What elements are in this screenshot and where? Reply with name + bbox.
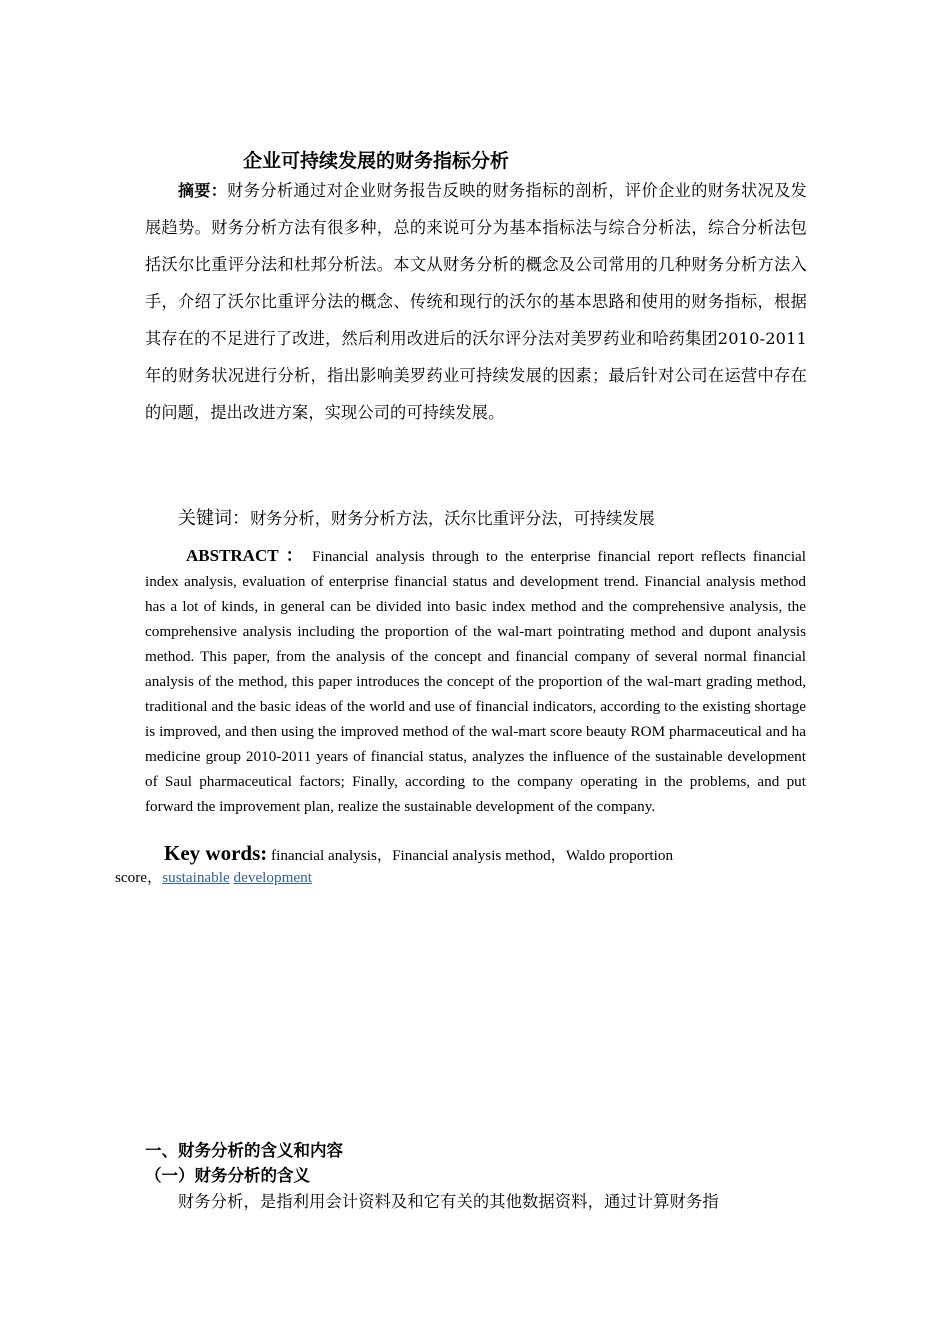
keywords-zh bbox=[178, 505, 818, 533]
keywords-en-label: Key words: bbox=[164, 841, 268, 865]
keyword-link-development[interactable]: development bbox=[233, 869, 312, 886]
section-heading: 一、财务分析的含义和内容 bbox=[145, 1141, 343, 1160]
document-title: 企业可持续发展的财务指标分析 bbox=[243, 150, 510, 172]
keywords-en-continued bbox=[115, 866, 312, 890]
abstract-en-label: ABSTRACT ： bbox=[186, 546, 307, 565]
keywords-en-line1: financial analysis，Financial analysis method，Waldo proportion bbox=[271, 847, 674, 864]
keywords-zh-label: 关键词： bbox=[178, 508, 250, 529]
body-paragraph: 财务分析，是指利用会计资料及和它有关的其他数据资料，通过计算财务指 bbox=[178, 1192, 719, 1211]
keywords-zh-text: 财务分析，财务分析方法，沃尔比重评分法，可持续发展 bbox=[250, 509, 655, 528]
abstract-en-text: Financial analysis through to the enterprise financial report reflects financial index analysis, evaluation of enterprise financial status and development trend. Financial analysis method has a lot of kinds, in general can be divided into basic index method and the comprehensive analysis, the comprehensive analysis including the proportion of the wal-mart pointrating method and dupont analysis method. This paper, from the analysis of the concept and financial company of several normal financial analysis of the method, this paper introduces the concept of the proportion of the wal-mart grading method, traditional and the basic ideas of the world and use of financial indicators, according to the existing shortage is improved, and then using the improved method of the wal-mart score beauty ROM pharmaceutical and ha medicine group 2010-2011 years of financial status, analyzes the influence of the sustainable development of Saul pharmaceutical factors; Finally, according to the company operating in the problems, and put forward the improvement plan, realize the sustainable development of the company. bbox=[145, 548, 807, 815]
abstract-zh bbox=[145, 172, 807, 431]
subsection-heading: （一）财务分析的含义 bbox=[145, 1166, 310, 1185]
keywords-en-line2-prefix: score， bbox=[115, 869, 163, 886]
abstract-zh-text: 财务分析通过对企业财务报告反映的财务指标的剖析，评价企业的财务状况及发展趋势。财务分析方法有很多种，总的来说可分为基本指标法与综合分析法，综合分析法包括沃尔比重评分法和杜邦分析法。本文从财务分析的概念及公司常用的几种财务分析方法入手，介绍了沃尔比重评分法的概念、传统和现行的沃尔的基本思路和使用的财务指标，根据其存在的不足进行了改进，然后利用改进后的沃尔评分法对美罗药业和哈药集团2010-2011年的财务状况进行分析，指出影响美罗药业可持续发展的因素；最后针对公司在运营中存在的问题，提出改进方案，实现公司的可持续发展。 bbox=[145, 181, 808, 422]
keyword-link-sustainable[interactable]: sustainable bbox=[162, 869, 230, 886]
abstract-zh-label: 摘要： bbox=[178, 181, 228, 200]
abstract-en bbox=[145, 543, 806, 819]
